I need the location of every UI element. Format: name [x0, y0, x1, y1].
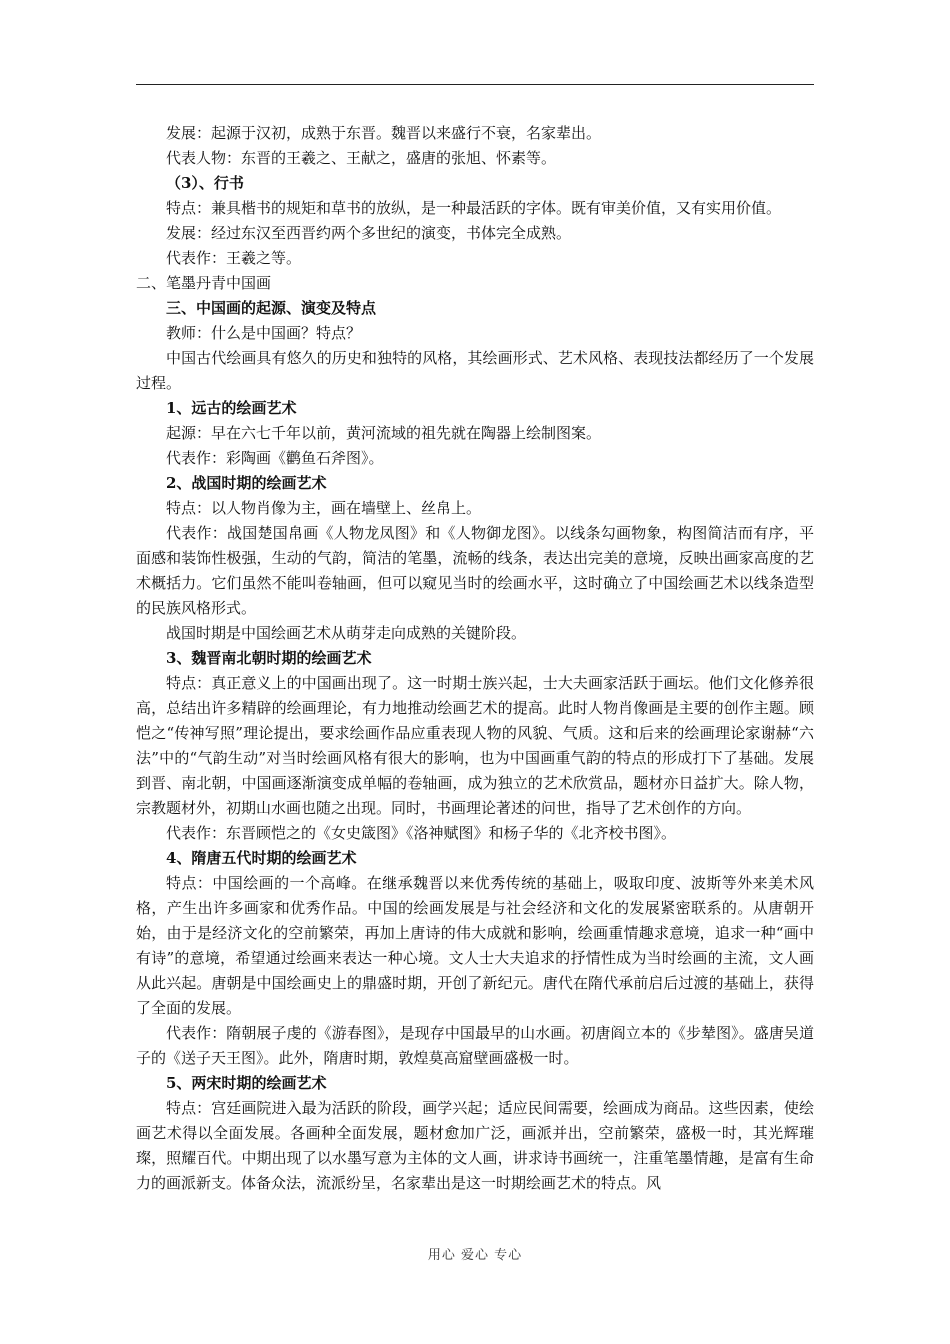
- section-heading: 5、两宋时期的绘画艺术: [166, 1074, 327, 1092]
- section-heading: 2、战国时期的绘画艺术: [166, 474, 327, 492]
- section-heading: 三、中国画的起源、演变及特点: [166, 299, 377, 317]
- section-heading: 3、魏晋南北朝时期的绘画艺术: [166, 649, 372, 667]
- paragraph: 代表作：彩陶画《鹳鱼石斧图》。: [166, 449, 384, 467]
- paragraph: 特点：以人物肖像为主，画在墙壁上、丝帛上。: [166, 499, 482, 517]
- section-heading: 1、远古的绘画艺术: [166, 399, 297, 417]
- paragraph: 发展：经过东汉至西晋约两个多世纪的演变，书体完全成熟。: [166, 224, 572, 242]
- document-body: [136, 121, 814, 1196]
- paragraph: 中国古代绘画具有悠久的历史和独特的风格，其绘画形式、艺术风格、表现技法都经历了一个发展过程。: [136, 349, 814, 392]
- paragraph: 二、笔墨丹青中国画: [136, 274, 272, 292]
- paragraph: 特点：兼具楷书的规矩和草书的放纵，是一种最活跃的字体。既有审美价值，又有实用价值。: [166, 199, 782, 217]
- paragraph: 特点：中国绘画的一个高峰。在继承魏晋以来优秀传统的基础上，吸取印度、波斯等外来美术风格，产生出许多画家和优秀作品。中国的绘画发展是与社会经济和文化的发展紧密联系的。从唐朝开始，由于是经济文化的空前繁荣，再加上唐诗的伟大成就和影响，绘画重情趣求意境，追求一种“画中有诗”的意境，希望通过绘画来表达一种心境。文人士大夫追求的抒情性成为当时绘画的主流，文人画从此兴起。唐朝是中国绘画史上的鼎盛时期，开创了新纪元。唐代在隋代承前启后过渡的基础上，获得了全面的发展。: [136, 874, 814, 1017]
- paragraph: 代表作：东晋顾恺之的《女史箴图》《洛神赋图》和杨子华的《北齐校书图》。: [166, 824, 677, 842]
- paragraph: 代表作：隋朝展子虔的《游春图》，是现存中国最早的山水画。初唐阎立本的《步辇图》。盛唐吴道子的《送子天王图》。此外，隋唐时期，敦煌莫高窟壁画盛极一时。: [136, 1024, 814, 1067]
- paragraph: 特点：宫廷画院进入最为活跃的阶段，画学兴起；适应民间需要，绘画成为商品。这些因素，使绘画艺术得以全面发展。各画种全面发展，题材愈加广泛，画派并出，空前繁荣，盛极一时，其光辉璀璨，照耀百代。中期出现了以水墨写意为主体的文人画，讲求诗书画统一，注重笔墨情趣，是富有生命力的画派新支。体备众法，流派纷呈，名家辈出是这一时期绘画艺术的特点。风: [136, 1099, 814, 1192]
- header-rule: [136, 84, 814, 85]
- paragraph: 代表作：战国楚国帛画《人物龙凤图》和《人物御龙图》。以线条勾画物象，构图简洁而有序，平面感和装饰性极强，生动的气韵，简洁的笔墨，流畅的线条，表达出完美的意境，反映出画家高度的艺术概括力。它们虽然不能叫卷轴画，但可以窥见当时的绘画水平，这时确立了中国绘画艺术以线条造型的民族风格形式。: [136, 524, 814, 617]
- paragraph: 特点：真正意义上的中国画出现了。这一时期士族兴起，士大夫画家活跃于画坛。他们文化修养很高，总结出许多精辟的绘画理论，有力地推动绘画艺术的提高。此时人物肖像画是主要的创作主题。顾恺之“传神写照”理论提出，要求绘画作品应重表现人物的风貌、气质。这和后来的绘画理论家谢赫“六法”中的“气韵生动”对当时绘画风格有很大的影响，也为中国画重气韵的特点的形成打下了基础。发展到晋、南北朝，中国画逐渐演变成单幅的卷轴画，成为独立的艺术欣赏品，题材亦日益扩大。除人物，宗教题材外，初期山水画也随之出现。同时，书画理论著述的问世，指导了艺术创作的方向。: [136, 674, 814, 817]
- paragraph: 代表作：王羲之等。: [166, 249, 302, 267]
- page-footer: 用心 爱心 专心: [427, 1248, 523, 1263]
- section-heading: 4、隋唐五代时期的绘画艺术: [166, 849, 357, 867]
- paragraph: 代表人物：东晋的王羲之、王献之，盛唐的张旭、怀素等。: [166, 149, 557, 167]
- section-heading: （3）、行书: [166, 174, 244, 192]
- paragraph: 教师：什么是中国画？特点？: [166, 324, 362, 342]
- paragraph: 战国时期是中国绘画艺术从萌芽走向成熟的关键阶段。: [166, 624, 527, 642]
- paragraph: 起源：早在六七千年以前，黄河流域的祖先就在陶器上绘制图案。: [166, 424, 602, 442]
- paragraph: 发展：起源于汉初，成熟于东晋。魏晋以来盛行不衰，名家辈出。: [166, 124, 602, 142]
